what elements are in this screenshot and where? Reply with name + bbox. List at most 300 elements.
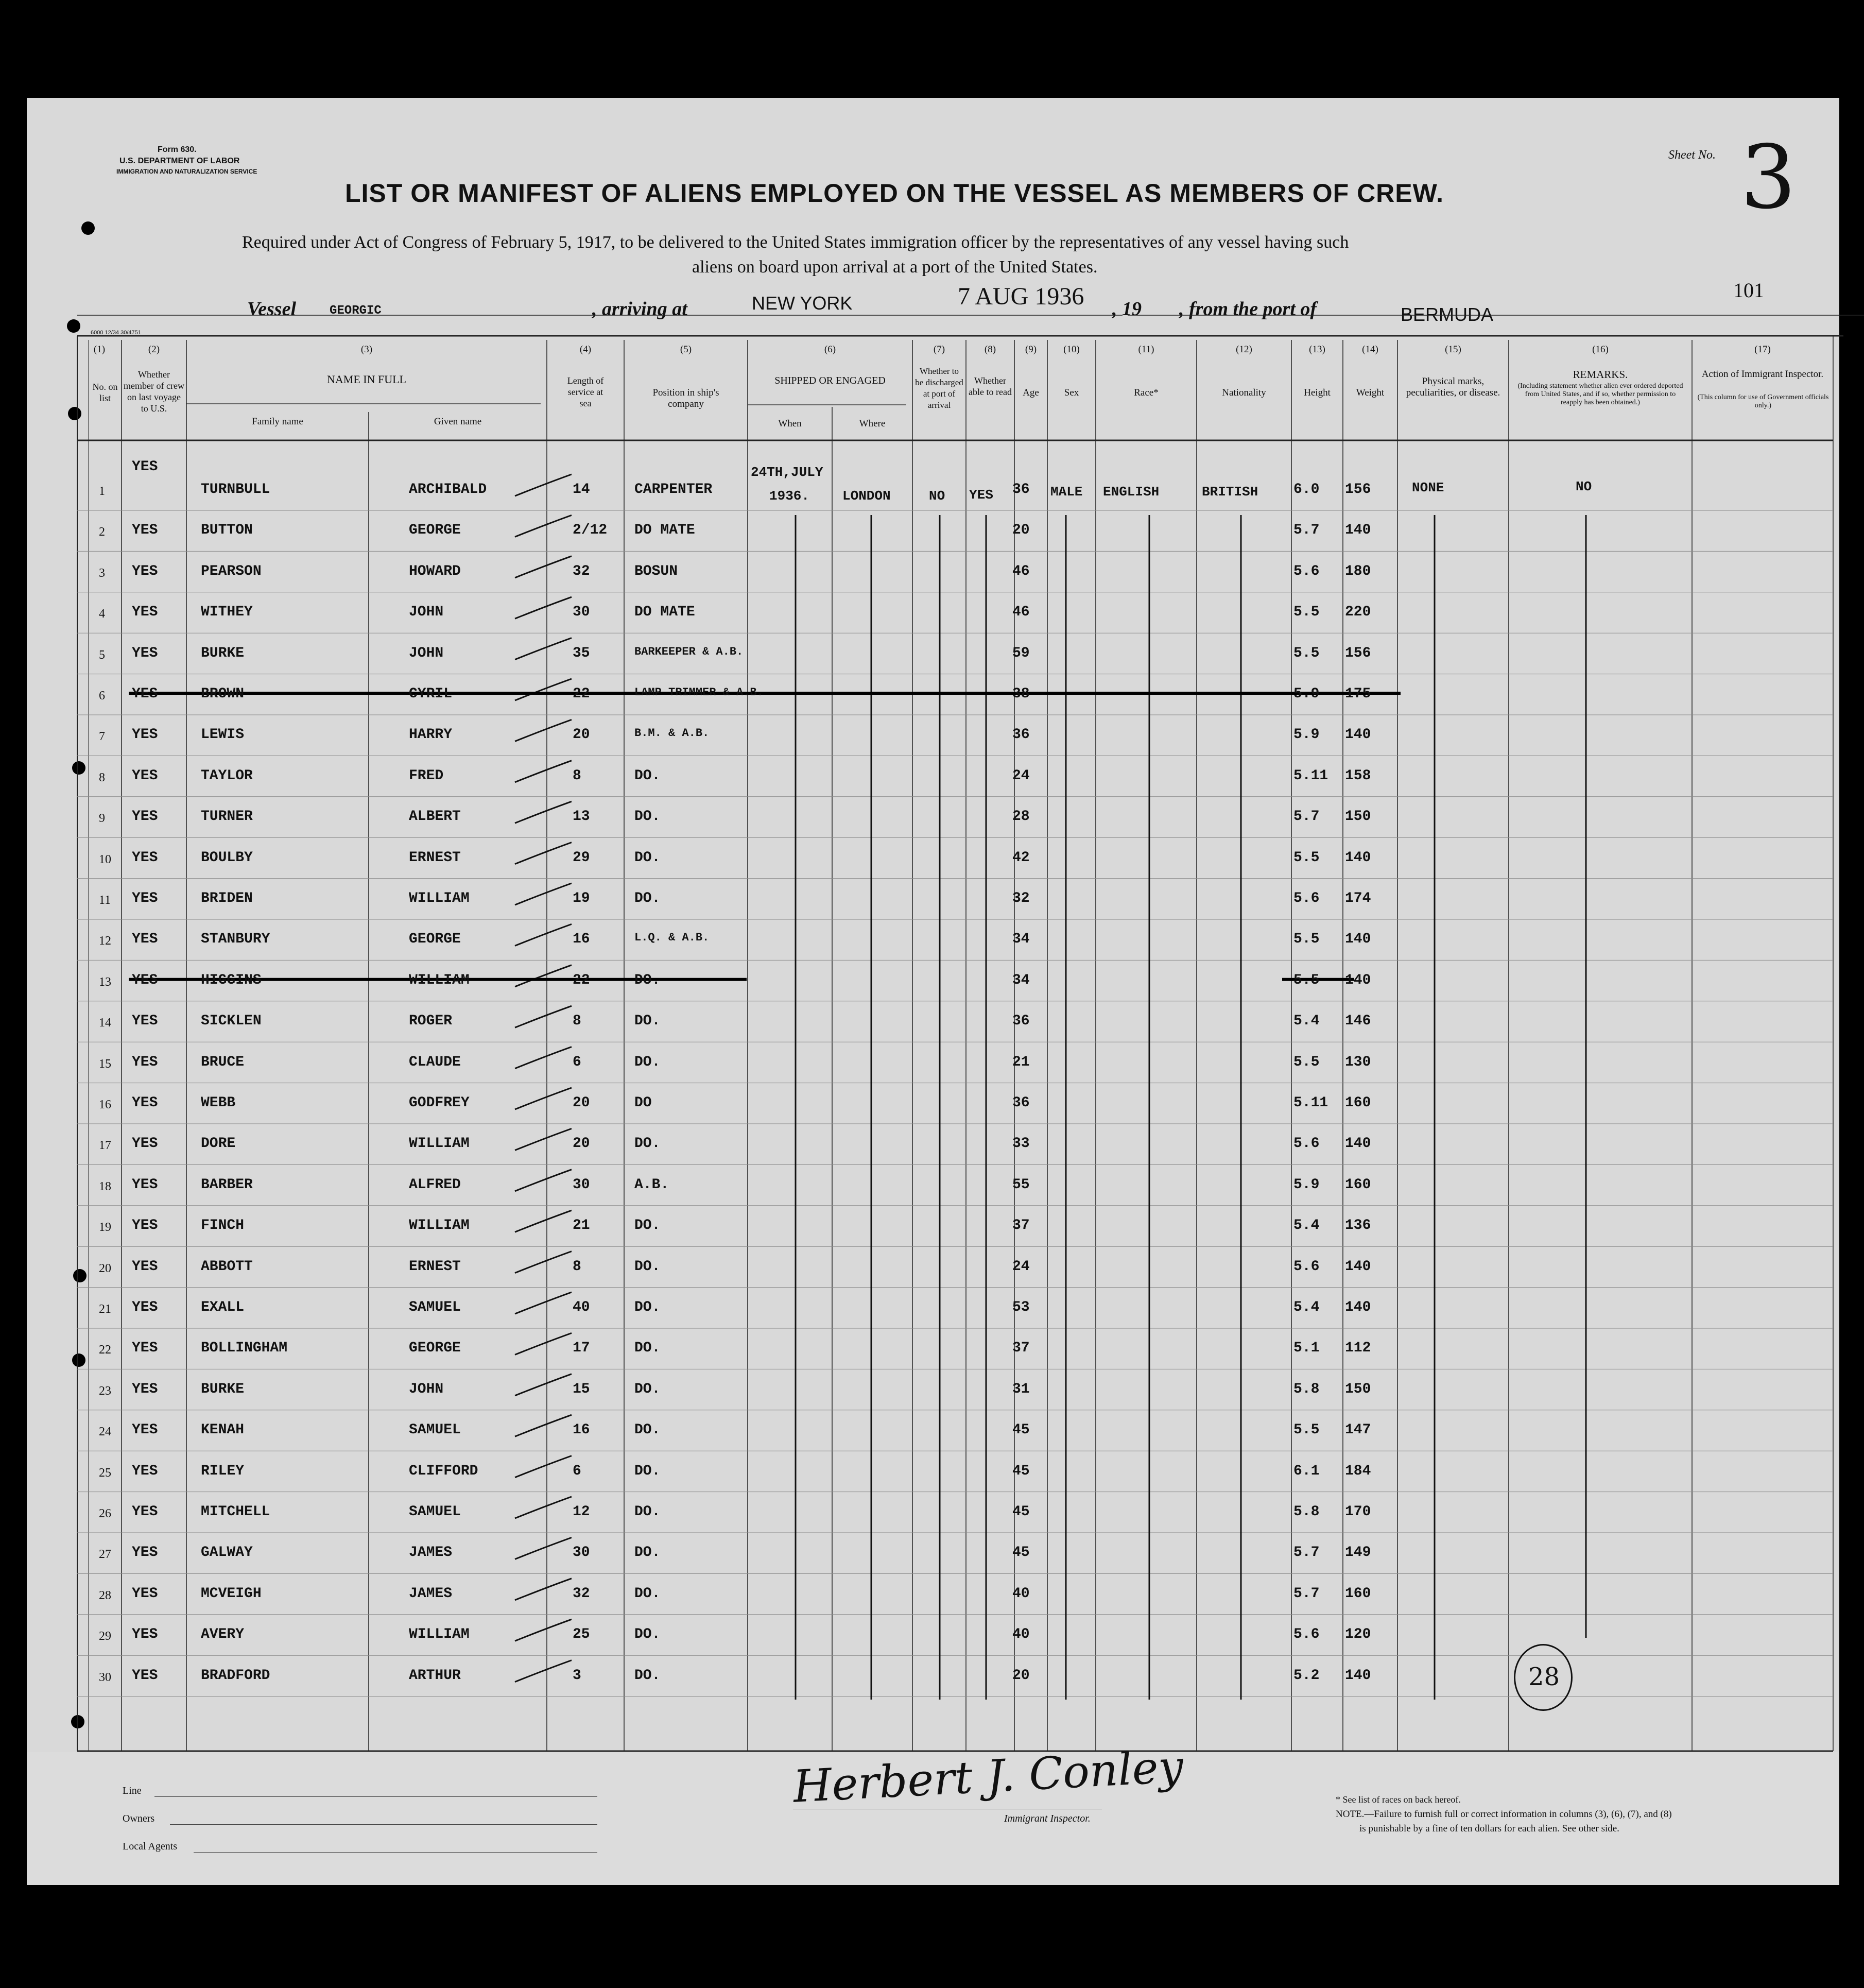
given-name: WILLIAM bbox=[409, 1136, 470, 1152]
col17-number: (17) bbox=[1754, 344, 1771, 355]
given-name: FRED bbox=[409, 767, 444, 784]
weight: 140 bbox=[1345, 1667, 1371, 1684]
given-name: GEORGE bbox=[409, 522, 461, 539]
col3-given-name: Given name bbox=[434, 416, 482, 427]
position: DO. bbox=[634, 972, 661, 988]
given-name: ALBERT bbox=[409, 809, 461, 825]
col5-header: Position in ship's company bbox=[652, 387, 719, 409]
age: 40 bbox=[1012, 1585, 1030, 1602]
age: 36 bbox=[1012, 1095, 1030, 1111]
given-name: GEORGE bbox=[409, 1340, 461, 1357]
age: 40 bbox=[1012, 1626, 1030, 1643]
position: DO. bbox=[634, 1218, 661, 1234]
height: 5.4 bbox=[1293, 1218, 1320, 1234]
col16-number: (16) bbox=[1592, 344, 1609, 355]
length-of-service: 17 bbox=[573, 1340, 590, 1357]
height: 6.0 bbox=[1293, 482, 1320, 498]
service-tick-mark bbox=[515, 1537, 572, 1559]
row-number: 26 bbox=[99, 1507, 111, 1520]
crew-member-flag: YES bbox=[132, 1299, 158, 1315]
owners-label: Owners bbox=[123, 1813, 155, 1824]
given-name: SAMUEL bbox=[409, 1422, 461, 1438]
family-name: PEARSON bbox=[201, 563, 262, 579]
weight: 140 bbox=[1345, 522, 1371, 539]
col4-number: (4) bbox=[579, 344, 592, 355]
service-tick-mark bbox=[515, 1660, 572, 1682]
family-name: TURNER bbox=[201, 809, 253, 825]
position: BOSUN bbox=[634, 563, 678, 579]
length-of-service: 32 bbox=[573, 1585, 590, 1602]
crew-member-flag: YES bbox=[132, 1258, 158, 1275]
family-name: BOLLINGHAM bbox=[201, 1340, 288, 1357]
crew-member-flag: YES bbox=[132, 1463, 158, 1479]
age: 36 bbox=[1012, 1013, 1030, 1030]
height: 5.5 bbox=[1293, 972, 1320, 988]
service-tick-mark bbox=[515, 1006, 572, 1027]
col6-number: (6) bbox=[824, 344, 836, 355]
position: DO. bbox=[634, 1626, 661, 1643]
weight: 140 bbox=[1345, 849, 1371, 866]
given-name: HOWARD bbox=[409, 563, 461, 579]
length-of-service: 2/12 bbox=[573, 522, 608, 539]
given-name: CYRIL bbox=[409, 686, 453, 702]
position: LAMP TRIMMER & A.B. bbox=[634, 686, 764, 699]
service-tick-mark bbox=[515, 638, 572, 660]
crew-member-flag: YES bbox=[132, 809, 158, 825]
weight: 174 bbox=[1345, 890, 1371, 906]
service-tick-mark bbox=[515, 1047, 572, 1069]
height: 5.6 bbox=[1293, 1136, 1320, 1152]
col12-number: (12) bbox=[1236, 344, 1252, 355]
service-tick-mark bbox=[515, 1619, 572, 1641]
height: 5.7 bbox=[1293, 1545, 1320, 1561]
crew-member-flag: YES bbox=[132, 1626, 158, 1643]
service-tick-mark bbox=[515, 474, 572, 496]
physical-marks-value: NONE bbox=[1412, 480, 1444, 495]
service-tick-mark bbox=[515, 1497, 572, 1518]
given-name: GODFREY bbox=[409, 1095, 470, 1111]
row-number: 6 bbox=[99, 689, 105, 702]
col17-note: (This column for use of Government officials only.) bbox=[1697, 393, 1829, 409]
race-value: ENGLISH bbox=[1103, 484, 1160, 500]
shipped-when-date: 24TH,JULY bbox=[751, 465, 823, 480]
age: 53 bbox=[1012, 1299, 1030, 1315]
length-of-service: 8 bbox=[573, 1013, 581, 1030]
length-of-service: 32 bbox=[573, 563, 590, 579]
service-name: IMMIGRATION AND NATURALIZATION SERVICE bbox=[116, 168, 257, 175]
height: 5.9 bbox=[1293, 1176, 1320, 1193]
position: DO. bbox=[634, 1258, 661, 1275]
races-note: * See list of races on back hereof. bbox=[1336, 1794, 1461, 1805]
family-name: BRADFORD bbox=[201, 1667, 270, 1684]
row-number: 5 bbox=[99, 648, 105, 662]
family-name: GALWAY bbox=[201, 1545, 253, 1561]
position: DO. bbox=[634, 1545, 661, 1561]
height: 5.7 bbox=[1293, 522, 1320, 539]
family-name: EXALL bbox=[201, 1299, 245, 1315]
weight: 140 bbox=[1345, 1258, 1371, 1275]
position: DO bbox=[634, 1095, 652, 1111]
year-label: , 19 bbox=[1112, 298, 1142, 320]
age: 24 bbox=[1012, 1258, 1030, 1275]
family-name: KENAH bbox=[201, 1422, 245, 1438]
weight: 150 bbox=[1345, 809, 1371, 825]
service-tick-mark bbox=[515, 1170, 572, 1191]
inspector-label: Immigrant Inspector. bbox=[1004, 1813, 1091, 1824]
age: 45 bbox=[1012, 1422, 1030, 1438]
position: DO. bbox=[634, 1381, 661, 1397]
given-name: ALFRED bbox=[409, 1176, 461, 1193]
position: DO. bbox=[634, 890, 661, 906]
family-name: MITCHELL bbox=[201, 1504, 270, 1520]
family-name: BURKE bbox=[201, 645, 245, 661]
length-of-service: 22 bbox=[573, 686, 590, 702]
row-number: 2 bbox=[99, 525, 105, 539]
col10-header: Sex bbox=[1064, 387, 1079, 398]
print-code: 6000 12/34 30/4751 bbox=[91, 330, 141, 336]
row-number: 25 bbox=[99, 1466, 111, 1480]
position: DO. bbox=[634, 809, 661, 825]
col2-number: (2) bbox=[148, 344, 160, 355]
age: 34 bbox=[1012, 972, 1030, 988]
length-of-service: 30 bbox=[573, 604, 590, 621]
family-name: RILEY bbox=[201, 1463, 245, 1479]
agents-rule bbox=[194, 1852, 597, 1853]
height: 5.5 bbox=[1293, 1422, 1320, 1438]
length-of-service: 3 bbox=[573, 1667, 581, 1684]
col6-where: Where bbox=[859, 418, 886, 429]
row-number: 4 bbox=[99, 607, 105, 621]
crew-member-flag: YES bbox=[132, 931, 158, 948]
vessel-label: Vessel bbox=[247, 298, 296, 320]
age: 36 bbox=[1012, 482, 1030, 498]
col2-header: Whether member of crew on last voyage to U.S. bbox=[124, 369, 184, 414]
weight: 156 bbox=[1345, 645, 1371, 661]
row-number: 16 bbox=[99, 1098, 111, 1111]
row-number: 18 bbox=[99, 1179, 111, 1193]
service-tick-mark bbox=[515, 679, 572, 700]
given-name: JAMES bbox=[409, 1545, 453, 1561]
family-name: AVERY bbox=[201, 1626, 245, 1643]
crew-member-flag: YES bbox=[132, 1545, 158, 1561]
weight: 120 bbox=[1345, 1626, 1371, 1643]
length-of-service: 21 bbox=[573, 1218, 590, 1234]
family-name: SICKLEN bbox=[201, 1013, 262, 1030]
crew-member-flag: YES bbox=[132, 522, 158, 539]
position: DO. bbox=[634, 1667, 661, 1684]
height: 5.11 bbox=[1293, 1095, 1328, 1111]
age: 21 bbox=[1012, 1054, 1030, 1070]
weight: 149 bbox=[1345, 1545, 1371, 1561]
height: 5.8 bbox=[1293, 1381, 1320, 1397]
crew-member-flag: YES bbox=[132, 1054, 158, 1070]
family-name: WEBB bbox=[201, 1095, 236, 1111]
given-name: SAMUEL bbox=[409, 1504, 461, 1520]
height: 5.6 bbox=[1293, 1258, 1320, 1275]
family-name: FINCH bbox=[201, 1218, 245, 1234]
col1-header: No. on list bbox=[92, 382, 118, 403]
position: DO. bbox=[634, 1340, 661, 1357]
length-of-service: 25 bbox=[573, 1626, 590, 1643]
position: BARKEEPER & A.B. bbox=[634, 645, 744, 658]
given-name: ERNEST bbox=[409, 1258, 461, 1275]
position: DO. bbox=[634, 1504, 661, 1520]
given-name: JOHN bbox=[409, 645, 444, 661]
row-number: 15 bbox=[99, 1057, 111, 1071]
row-number: 8 bbox=[99, 770, 105, 784]
sheet-number: 3 bbox=[1740, 127, 1797, 229]
given-name: GEORGE bbox=[409, 931, 461, 948]
age: 38 bbox=[1012, 686, 1030, 702]
age: 20 bbox=[1012, 1667, 1030, 1684]
service-tick-mark bbox=[515, 1374, 572, 1396]
weight: 112 bbox=[1345, 1340, 1371, 1357]
age: 42 bbox=[1012, 849, 1030, 866]
given-name: ROGER bbox=[409, 1013, 453, 1030]
position: DO. bbox=[634, 849, 661, 866]
penalty-note-2: is punishable by a fine of ten dollars for each alien. See other side. bbox=[1359, 1823, 1619, 1834]
col16-header: REMARKS. bbox=[1573, 368, 1628, 381]
family-name: LEWIS bbox=[201, 727, 245, 743]
height: 5.9 bbox=[1293, 727, 1320, 743]
col12-header: Nationality bbox=[1222, 387, 1266, 398]
length-of-service: 20 bbox=[573, 1095, 590, 1111]
age: 46 bbox=[1012, 604, 1030, 621]
length-of-service: 19 bbox=[573, 890, 590, 906]
line-label: Line bbox=[123, 1785, 142, 1796]
height: 5.9 bbox=[1293, 686, 1320, 702]
col15-header: Physical marks, peculiarities, or disease. bbox=[1406, 376, 1500, 398]
position: CARPENTER bbox=[634, 482, 713, 498]
weight: 160 bbox=[1345, 1176, 1371, 1193]
position: L.Q. & A.B. bbox=[634, 931, 710, 945]
length-of-service: 6 bbox=[573, 1054, 581, 1070]
nationality-value: BRITISH bbox=[1202, 484, 1258, 500]
height: 5.5 bbox=[1293, 849, 1320, 866]
given-name: CLAUDE bbox=[409, 1054, 461, 1070]
row-number: 27 bbox=[99, 1548, 111, 1562]
crew-member-flag: YES bbox=[132, 1218, 158, 1234]
height: 5.7 bbox=[1293, 1585, 1320, 1602]
col17-header: Action of Immigrant Inspector. bbox=[1701, 369, 1824, 380]
weight: 136 bbox=[1345, 1218, 1371, 1234]
length-of-service: 8 bbox=[573, 1258, 581, 1275]
service-tick-mark bbox=[515, 965, 572, 987]
age: 37 bbox=[1012, 1340, 1030, 1357]
col15-number: (15) bbox=[1445, 344, 1461, 355]
row-number: 12 bbox=[99, 934, 111, 948]
height: 5.1 bbox=[1293, 1340, 1320, 1357]
service-tick-mark bbox=[515, 1292, 572, 1314]
col14-number: (14) bbox=[1362, 344, 1378, 355]
service-tick-mark bbox=[515, 1579, 572, 1600]
age: 59 bbox=[1012, 645, 1030, 661]
col13-number: (13) bbox=[1309, 344, 1325, 355]
arriving-port: NEW YORK bbox=[752, 293, 853, 314]
given-name: WILLIAM bbox=[409, 890, 470, 906]
weight: 140 bbox=[1345, 1136, 1371, 1152]
age: 24 bbox=[1012, 767, 1030, 784]
row-number: 10 bbox=[99, 852, 111, 866]
service-tick-mark bbox=[515, 1333, 572, 1355]
row-number: 17 bbox=[99, 1139, 111, 1153]
height: 5.5 bbox=[1293, 645, 1320, 661]
service-tick-mark bbox=[515, 556, 572, 578]
given-name: SAMUEL bbox=[409, 1299, 461, 1315]
given-name: WILLIAM bbox=[409, 972, 470, 988]
able-to-read: YES bbox=[969, 487, 993, 503]
position: DO. bbox=[634, 1136, 661, 1152]
to-be-discharged: NO bbox=[929, 488, 945, 504]
crew-member-flag: YES bbox=[132, 972, 158, 988]
service-tick-mark bbox=[515, 801, 572, 823]
height: 5.8 bbox=[1293, 1504, 1320, 1520]
col3-number: (3) bbox=[360, 344, 373, 355]
service-tick-mark bbox=[515, 761, 572, 782]
weight: 160 bbox=[1345, 1585, 1371, 1602]
row-number: 30 bbox=[99, 1670, 111, 1684]
length-of-service: 35 bbox=[573, 645, 590, 661]
row-number: 11 bbox=[99, 894, 111, 907]
crew-member-flag: YES bbox=[132, 1422, 158, 1438]
age: 46 bbox=[1012, 563, 1030, 579]
age: 32 bbox=[1012, 890, 1030, 906]
service-tick-mark bbox=[515, 1088, 572, 1109]
col8-header: Whether able to read bbox=[969, 375, 1012, 397]
crew-member-flag: YES bbox=[132, 1136, 158, 1152]
age: 31 bbox=[1012, 1381, 1030, 1397]
service-tick-mark bbox=[515, 843, 572, 864]
service-tick-mark bbox=[515, 719, 572, 741]
col11-number: (11) bbox=[1138, 344, 1154, 355]
given-name: JAMES bbox=[409, 1585, 453, 1602]
family-name: BUTTON bbox=[201, 522, 253, 539]
weight: 156 bbox=[1345, 482, 1371, 498]
age: 28 bbox=[1012, 809, 1030, 825]
service-tick-mark bbox=[515, 515, 572, 537]
length-of-service: 16 bbox=[573, 931, 590, 948]
height: 5.4 bbox=[1293, 1299, 1320, 1315]
height: 5.4 bbox=[1293, 1013, 1320, 1030]
vessel-name: GEORGIC bbox=[330, 304, 382, 318]
form-number: Form 630. bbox=[158, 145, 197, 154]
position: DO. bbox=[634, 1054, 661, 1070]
weight: 180 bbox=[1345, 563, 1371, 579]
height: 5.6 bbox=[1293, 1626, 1320, 1643]
circled-count: 28 bbox=[1528, 1663, 1560, 1691]
service-tick-mark bbox=[515, 1210, 572, 1232]
service-tick-mark bbox=[515, 1415, 572, 1436]
crew-member-flag: YES bbox=[132, 1381, 158, 1397]
col4-header: Length of service at sea bbox=[567, 375, 604, 408]
family-name: DORE bbox=[201, 1136, 236, 1152]
penalty-note-1: NOTE.—Failure to furnish full or correct information in columns (3), (6), (7), and (8) bbox=[1336, 1809, 1672, 1820]
length-of-service: 13 bbox=[573, 809, 590, 825]
row-number: 9 bbox=[99, 812, 105, 826]
age: 34 bbox=[1012, 931, 1030, 948]
given-name: JOHN bbox=[409, 604, 444, 621]
height: 5.5 bbox=[1293, 604, 1320, 621]
row-number: 7 bbox=[99, 730, 105, 744]
col8-number: (8) bbox=[984, 344, 996, 355]
owners-rule bbox=[170, 1824, 597, 1825]
position: B.M. & A.B. bbox=[634, 727, 710, 740]
height: 5.5 bbox=[1293, 931, 1320, 948]
row-number: 1 bbox=[99, 485, 105, 498]
given-name: ARCHIBALD bbox=[409, 482, 487, 498]
crew-member-flag: YES bbox=[132, 849, 158, 866]
age: 33 bbox=[1012, 1136, 1030, 1152]
col3-header: NAME IN FULL bbox=[327, 373, 406, 386]
length-of-service: 22 bbox=[573, 972, 590, 988]
row-number: 13 bbox=[99, 975, 111, 989]
from-port-label: , from the port of bbox=[1179, 298, 1317, 320]
family-name: STANBURY bbox=[201, 931, 270, 948]
length-of-service: 16 bbox=[573, 1422, 590, 1438]
col16-note: (Including statement whether alien ever ordered deported from United States, and if so, whether permission to reapply has been obtained.) bbox=[1517, 382, 1683, 406]
crew-member-flag: YES bbox=[132, 1176, 158, 1193]
crew-member-flag: YES bbox=[132, 1585, 158, 1602]
service-tick-mark bbox=[515, 1252, 572, 1273]
position: DO. bbox=[634, 1463, 661, 1479]
height: 6.1 bbox=[1293, 1463, 1320, 1479]
arriving-label: , arriving at bbox=[592, 298, 687, 320]
age: 55 bbox=[1012, 1176, 1030, 1193]
row-number: 20 bbox=[99, 1261, 111, 1275]
crew-member-flag: YES bbox=[132, 686, 158, 702]
position: DO MATE bbox=[634, 604, 695, 621]
sheet-label: Sheet No. bbox=[1668, 148, 1716, 162]
row-number: 28 bbox=[99, 1588, 111, 1602]
col13-header: Height bbox=[1304, 387, 1331, 398]
height: 5.6 bbox=[1293, 563, 1320, 579]
service-tick-mark bbox=[515, 1128, 572, 1150]
height: 5.11 bbox=[1293, 767, 1328, 784]
family-name: BROWN bbox=[201, 686, 245, 702]
crew-member-flag: YES bbox=[132, 1340, 158, 1357]
form-title: LIST OR MANIFEST OF ALIENS EMPLOYED ON THE VESSEL AS MEMBERS OF CREW. bbox=[345, 179, 1444, 208]
subtitle-line-2: aliens on board upon arrival at a port of the United States. bbox=[692, 258, 1098, 277]
length-of-service: 12 bbox=[573, 1504, 590, 1520]
family-name: BRUCE bbox=[201, 1054, 245, 1070]
col9-header: Age bbox=[1023, 387, 1039, 398]
row-number: 3 bbox=[99, 566, 105, 580]
col3-family-name: Family name bbox=[252, 416, 303, 427]
family-name: TURNBULL bbox=[201, 482, 270, 498]
weight: 140 bbox=[1345, 1299, 1371, 1315]
length-of-service: 40 bbox=[573, 1299, 590, 1315]
family-name: WITHEY bbox=[201, 604, 253, 621]
weight: 220 bbox=[1345, 604, 1371, 621]
col5-number: (5) bbox=[680, 344, 692, 355]
service-tick-mark bbox=[515, 924, 572, 946]
col7-header: Whether to be discharged at port of arrival bbox=[915, 366, 963, 410]
position: DO. bbox=[634, 767, 661, 784]
family-name: HIGGINS bbox=[201, 972, 262, 988]
col11-header: Race* bbox=[1134, 387, 1159, 398]
family-name: TAYLOR bbox=[201, 767, 253, 784]
page-reference: 101 bbox=[1733, 279, 1764, 302]
shipped-where: LONDON bbox=[842, 488, 891, 504]
position: DO. bbox=[634, 1422, 661, 1438]
weight: 184 bbox=[1345, 1463, 1371, 1479]
given-name: ARTHUR bbox=[409, 1667, 461, 1684]
arrival-date-stamp: 7 AUG 1936 bbox=[958, 283, 1084, 310]
weight: 147 bbox=[1345, 1422, 1371, 1438]
given-name: WILLIAM bbox=[409, 1626, 470, 1643]
given-name: ERNEST bbox=[409, 849, 461, 866]
remarks-value: NO bbox=[1576, 479, 1592, 494]
